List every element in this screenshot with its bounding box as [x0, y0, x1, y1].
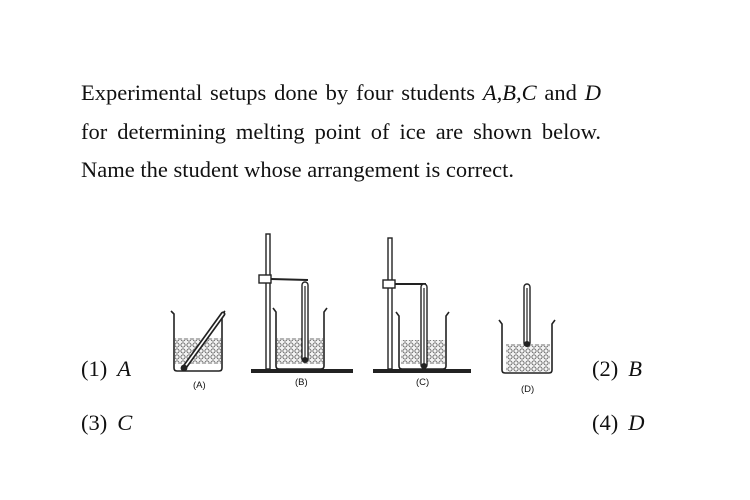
option-1[interactable] [81, 356, 131, 382]
ice-b [277, 338, 323, 364]
option-3[interactable] [81, 410, 132, 436]
option-3-label: (3) [81, 410, 108, 435]
clamp-b [259, 275, 271, 283]
question-students: A,B,C [482, 80, 537, 105]
option-1-label: (1) [81, 356, 108, 381]
setup-c [373, 238, 471, 388]
label-b: (B) [295, 377, 308, 388]
question-student-d: D [584, 80, 601, 105]
question-text [81, 74, 601, 190]
clamp-c [383, 280, 395, 288]
option-4-text: D [628, 410, 645, 435]
question-part-2: and [536, 80, 585, 105]
rod-b [266, 234, 270, 369]
option-3-text: C [117, 410, 133, 435]
option-2-label: (2) [592, 356, 619, 381]
option-1-text: A [117, 356, 131, 381]
option-4-label: (4) [592, 410, 619, 435]
setup-a [171, 311, 225, 391]
label-a: (A) [193, 380, 206, 391]
rod-c [388, 238, 392, 369]
experimental-setups-figure [150, 228, 480, 400]
option-4[interactable] [592, 410, 645, 436]
option-2[interactable] [592, 356, 642, 382]
question-part-3: for determining melting point of ice are shown below. Name the student whose arrangement is correct. [81, 118, 601, 182]
question-part-1: Experimental setups done by four students [81, 80, 483, 105]
label-c: (C) [416, 377, 430, 388]
label-d-text: (D) [521, 384, 535, 395]
setup-d-overlay [495, 282, 565, 402]
ice-d [506, 344, 550, 372]
setup-b [251, 234, 353, 388]
option-2-text: B [628, 356, 642, 381]
clamp-arm-b [271, 279, 308, 280]
